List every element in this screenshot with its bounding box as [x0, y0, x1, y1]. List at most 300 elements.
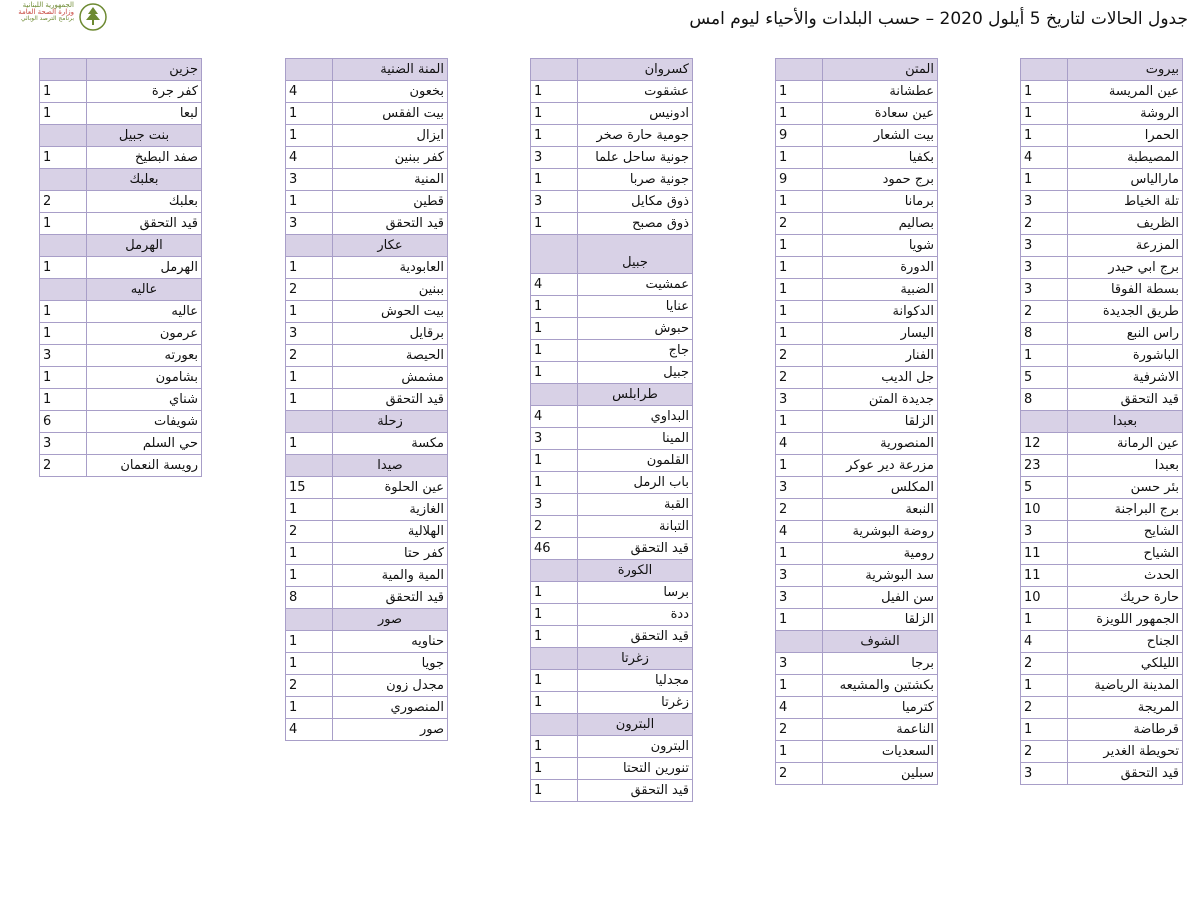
case-count-cell: 1 — [531, 472, 578, 494]
locality-name-cell: كفر جرة — [87, 81, 202, 103]
case-count-cell: 4 — [776, 697, 823, 719]
table-row — [286, 477, 448, 499]
table-row — [286, 323, 448, 345]
region-count-cell — [531, 384, 578, 406]
region-count-cell — [776, 631, 823, 653]
table-row — [40, 323, 202, 345]
case-count-cell: 6 — [40, 411, 87, 433]
case-count-cell: 2 — [40, 191, 87, 213]
case-count-cell: 1 — [286, 433, 333, 455]
locality-name-cell: الجمهور اللويزة — [1068, 609, 1183, 631]
page-title: جدول الحالات لتاريخ 5 أيلول 2020 – حسب البلدات والأحياء ليوم امس — [689, 9, 1188, 29]
case-count-cell: 1 — [531, 692, 578, 714]
locality-name-cell: مكسة — [333, 433, 448, 455]
table-row — [531, 147, 693, 169]
case-count-cell: 4 — [776, 521, 823, 543]
case-count-cell: 3 — [776, 587, 823, 609]
table-row — [286, 565, 448, 587]
table-row — [531, 472, 693, 494]
region-header-row — [776, 59, 938, 81]
locality-name-cell: قطين — [333, 191, 448, 213]
locality-name-cell: برسا — [578, 582, 693, 604]
region-header-row — [286, 455, 448, 477]
locality-name-cell: بيت الشعار — [823, 125, 938, 147]
region-count-cell — [531, 560, 578, 582]
region-name-cell: بنت جبيل — [87, 125, 202, 147]
table-row — [1021, 81, 1183, 103]
locality-name-cell: جونية صربا — [578, 169, 693, 191]
table-row — [1021, 697, 1183, 719]
case-count-cell: 2 — [776, 367, 823, 389]
case-count-cell: 3 — [40, 433, 87, 455]
locality-name-cell: عين الحلوة — [333, 477, 448, 499]
case-count-cell: 4 — [1021, 147, 1068, 169]
case-count-cell: 1 — [1021, 345, 1068, 367]
locality-name-cell: ببنين — [333, 279, 448, 301]
case-count-cell: 5 — [1021, 477, 1068, 499]
case-count-cell: 3 — [286, 169, 333, 191]
table-row — [286, 345, 448, 367]
case-count-cell: 3 — [531, 147, 578, 169]
case-count-cell: 8 — [1021, 389, 1068, 411]
case-count-cell: 1 — [531, 582, 578, 604]
case-count-cell: 3 — [776, 389, 823, 411]
logo-line-ministry: وزارة الصحة العامة — [18, 8, 74, 16]
region-header-row — [40, 59, 202, 81]
table-row — [531, 758, 693, 780]
region-header-row — [40, 125, 202, 147]
table-row — [40, 301, 202, 323]
table-column-5 — [39, 58, 202, 477]
table-row — [531, 450, 693, 472]
table-row — [531, 296, 693, 318]
table-row — [1021, 631, 1183, 653]
region-count-cell — [40, 279, 87, 301]
table-row — [776, 543, 938, 565]
locality-name-cell: الدورة — [823, 257, 938, 279]
locality-name-cell: المنصوري — [333, 697, 448, 719]
table-row — [40, 433, 202, 455]
case-count-cell: 2 — [286, 675, 333, 697]
table-column-4 — [285, 58, 448, 741]
locality-name-cell: روضة البوشرية — [823, 521, 938, 543]
case-count-cell: 4 — [531, 274, 578, 296]
case-count-cell: 1 — [776, 191, 823, 213]
case-count-cell: 1 — [776, 741, 823, 763]
locality-name-cell: صور — [333, 719, 448, 741]
case-count-cell: 2 — [1021, 741, 1068, 763]
case-count-cell: 3 — [1021, 257, 1068, 279]
case-count-cell: 1 — [531, 604, 578, 626]
table-row — [776, 719, 938, 741]
locality-name-cell: الغازية — [333, 499, 448, 521]
case-count-cell: 1 — [286, 257, 333, 279]
table-row — [776, 213, 938, 235]
case-count-cell: 1 — [286, 125, 333, 147]
region-count-cell — [286, 235, 333, 257]
table-row — [776, 653, 938, 675]
table-row — [776, 763, 938, 785]
locality-name-cell: الهلالية — [333, 521, 448, 543]
locality-name-cell: حبوش — [578, 318, 693, 340]
case-count-cell: 1 — [776, 103, 823, 125]
region-name-cell: البترون — [578, 714, 693, 736]
table-row — [1021, 257, 1183, 279]
locality-name-cell: ادونيس — [578, 103, 693, 125]
case-count-cell: 1 — [40, 257, 87, 279]
locality-name-cell: مجدل زون — [333, 675, 448, 697]
table-row — [40, 411, 202, 433]
locality-name-cell: ذوق مصبح — [578, 213, 693, 235]
locality-name-cell: عمشيت — [578, 274, 693, 296]
table-row — [286, 81, 448, 103]
locality-name-cell: الزلقا — [823, 411, 938, 433]
region-header-row — [286, 411, 448, 433]
table-row — [1021, 235, 1183, 257]
region-name-cell: جزين — [87, 59, 202, 81]
table-row — [40, 455, 202, 477]
region-header-row — [531, 384, 693, 406]
table-row — [286, 279, 448, 301]
locality-name-cell: العابودية — [333, 257, 448, 279]
case-count-cell: 4 — [531, 406, 578, 428]
locality-name-cell: كترميا — [823, 697, 938, 719]
locality-name-cell: المصيطبة — [1068, 147, 1183, 169]
locality-name-cell: بيت الحوش — [333, 301, 448, 323]
locality-name-cell: برمانا — [823, 191, 938, 213]
region-name-cell: الكورة — [578, 560, 693, 582]
locality-name-cell: الضبية — [823, 279, 938, 301]
case-count-cell: 1 — [776, 257, 823, 279]
locality-name-cell: جونية ساحل علما — [578, 147, 693, 169]
case-count-cell: 1 — [776, 235, 823, 257]
case-count-cell: 46 — [531, 538, 578, 560]
locality-name-cell: الباشورة — [1068, 345, 1183, 367]
locality-name-cell: كفر حتا — [333, 543, 448, 565]
table-row — [1021, 499, 1183, 521]
locality-name-cell: برج البراجنة — [1068, 499, 1183, 521]
region-header-row — [286, 59, 448, 81]
locality-name-cell: المريجة — [1068, 697, 1183, 719]
logo-text — [8, 2, 74, 22]
locality-name-cell: حي السلم — [87, 433, 202, 455]
case-count-cell: 2 — [1021, 653, 1068, 675]
table-row — [531, 670, 693, 692]
case-count-cell: 1 — [40, 367, 87, 389]
table-row — [531, 626, 693, 648]
locality-name-cell: قيد التحقق — [578, 780, 693, 802]
case-count-cell: 8 — [286, 587, 333, 609]
table-row — [531, 582, 693, 604]
case-count-cell: 1 — [531, 103, 578, 125]
case-count-cell: 1 — [531, 450, 578, 472]
case-count-cell: 1 — [286, 499, 333, 521]
locality-name-cell: بكفيا — [823, 147, 938, 169]
region-name-cell: بعلبك — [87, 169, 202, 191]
table-row — [776, 455, 938, 477]
table-row — [776, 565, 938, 587]
case-count-cell: 23 — [1021, 455, 1068, 477]
table-row — [1021, 213, 1183, 235]
table-row — [1021, 103, 1183, 125]
locality-name-cell: الهرمل — [87, 257, 202, 279]
region-name-cell: زغرتا — [578, 648, 693, 670]
table-row — [1021, 455, 1183, 477]
case-count-cell: 1 — [1021, 125, 1068, 147]
case-count-cell: 4 — [286, 719, 333, 741]
case-count-cell: 1 — [531, 362, 578, 384]
case-count-cell: 1 — [531, 213, 578, 235]
table-row — [776, 521, 938, 543]
case-count-cell: 15 — [286, 477, 333, 499]
table-row — [776, 235, 938, 257]
locality-name-cell: شويفات — [87, 411, 202, 433]
table-row — [286, 367, 448, 389]
table-row — [1021, 521, 1183, 543]
region-count-cell — [531, 714, 578, 736]
case-count-cell: 3 — [1021, 235, 1068, 257]
table-row — [1021, 719, 1183, 741]
region-name-cell: زحلة — [333, 411, 448, 433]
case-count-cell: 5 — [1021, 367, 1068, 389]
locality-name-cell: مجدليا — [578, 670, 693, 692]
table-row — [40, 367, 202, 389]
locality-name-cell: ايزال — [333, 125, 448, 147]
locality-name-cell: جل الديب — [823, 367, 938, 389]
locality-name-cell: لبعا — [87, 103, 202, 125]
case-count-cell: 2 — [776, 213, 823, 235]
case-count-cell: 1 — [531, 780, 578, 802]
table-row — [776, 411, 938, 433]
table-row — [531, 169, 693, 191]
locality-name-cell: الدكوانة — [823, 301, 938, 323]
table-row — [286, 521, 448, 543]
table-row — [40, 257, 202, 279]
region-name-cell: كسروان — [578, 59, 693, 81]
case-count-cell: 1 — [40, 103, 87, 125]
table-row — [286, 499, 448, 521]
table-row — [531, 406, 693, 428]
table-row — [776, 323, 938, 345]
locality-name-cell: قيد التحقق — [87, 213, 202, 235]
region-name-cell: جبيل — [578, 235, 693, 274]
table-row — [776, 477, 938, 499]
table-row — [776, 191, 938, 213]
table-row — [286, 169, 448, 191]
case-count-cell: 3 — [1021, 279, 1068, 301]
locality-name-cell: جومية حارة صخر — [578, 125, 693, 147]
table-row — [286, 653, 448, 675]
locality-name-cell: بعلبك — [87, 191, 202, 213]
table-row — [776, 301, 938, 323]
table-row — [286, 587, 448, 609]
case-count-cell: 2 — [40, 455, 87, 477]
cedar-emblem-icon — [78, 2, 108, 32]
case-count-cell: 9 — [776, 125, 823, 147]
locality-name-cell: عاليه — [87, 301, 202, 323]
table-row — [531, 736, 693, 758]
locality-name-cell: طريق الجديدة — [1068, 301, 1183, 323]
region-count-cell — [40, 235, 87, 257]
locality-name-cell: شناي — [87, 389, 202, 411]
locality-name-cell: حارة حريك — [1068, 587, 1183, 609]
case-count-cell: 2 — [776, 345, 823, 367]
table-row — [1021, 587, 1183, 609]
table-row — [1021, 741, 1183, 763]
locality-name-cell: بسطة الفوقا — [1068, 279, 1183, 301]
table-row — [1021, 433, 1183, 455]
table-row — [531, 274, 693, 296]
table-row — [40, 191, 202, 213]
table-row — [1021, 301, 1183, 323]
locality-name-cell: الشياح — [1068, 543, 1183, 565]
table-row — [1021, 675, 1183, 697]
locality-name-cell: الحمرا — [1068, 125, 1183, 147]
case-count-cell: 1 — [40, 301, 87, 323]
case-count-cell: 1 — [286, 653, 333, 675]
region-count-cell — [531, 59, 578, 81]
region-count-cell — [40, 59, 87, 81]
case-count-cell: 1 — [286, 697, 333, 719]
case-count-cell: 12 — [1021, 433, 1068, 455]
locality-name-cell: جديدة المتن — [823, 389, 938, 411]
region-header-row — [531, 560, 693, 582]
case-count-cell: 1 — [1021, 169, 1068, 191]
locality-name-cell: مارالياس — [1068, 169, 1183, 191]
table-row — [286, 191, 448, 213]
table-row — [776, 609, 938, 631]
locality-name-cell: رومية — [823, 543, 938, 565]
locality-name-cell: المينا — [578, 428, 693, 450]
case-count-cell: 1 — [776, 323, 823, 345]
case-count-cell: 4 — [286, 147, 333, 169]
case-count-cell: 3 — [531, 191, 578, 213]
locality-name-cell: بخعون — [333, 81, 448, 103]
region-name-cell: صيدا — [333, 455, 448, 477]
table-row — [286, 675, 448, 697]
locality-name-cell: البداوي — [578, 406, 693, 428]
case-count-cell: 3 — [776, 565, 823, 587]
case-count-cell: 3 — [1021, 191, 1068, 213]
region-header-row — [1021, 411, 1183, 433]
locality-name-cell: بكشتين والمشيعه — [823, 675, 938, 697]
table-row — [1021, 763, 1183, 785]
table-row — [531, 516, 693, 538]
table-row — [531, 428, 693, 450]
locality-name-cell: تلة الخياط — [1068, 191, 1183, 213]
locality-name-cell: اليسار — [823, 323, 938, 345]
locality-name-cell: الشايح — [1068, 521, 1183, 543]
locality-name-cell: تنورين التحتا — [578, 758, 693, 780]
table-row — [776, 367, 938, 389]
table-row — [1021, 389, 1183, 411]
table-row — [1021, 169, 1183, 191]
case-count-cell: 3 — [286, 213, 333, 235]
locality-name-cell: الجناح — [1068, 631, 1183, 653]
region-header-row — [286, 235, 448, 257]
table-row — [40, 389, 202, 411]
locality-name-cell: المية والمية — [333, 565, 448, 587]
locality-name-cell: التبانة — [578, 516, 693, 538]
locality-name-cell: بيت الفقس — [333, 103, 448, 125]
table-row — [776, 169, 938, 191]
table-row — [776, 125, 938, 147]
locality-name-cell: قرطاضة — [1068, 719, 1183, 741]
locality-name-cell: الفنار — [823, 345, 938, 367]
case-count-cell: 1 — [286, 103, 333, 125]
region-count-cell — [531, 235, 578, 274]
table-row — [286, 433, 448, 455]
table-row — [531, 191, 693, 213]
case-count-cell: 2 — [1021, 697, 1068, 719]
ministry-logo — [8, 2, 108, 32]
table-row — [40, 103, 202, 125]
region-count-cell — [286, 609, 333, 631]
locality-name-cell: المكلس — [823, 477, 938, 499]
locality-name-cell: برقايل — [333, 323, 448, 345]
case-count-cell: 1 — [531, 318, 578, 340]
region-header-row — [531, 648, 693, 670]
case-count-cell: 4 — [776, 433, 823, 455]
locality-name-cell: زغرتا — [578, 692, 693, 714]
table-row — [776, 147, 938, 169]
table-row — [1021, 191, 1183, 213]
locality-name-cell: المزرعة — [1068, 235, 1183, 257]
locality-name-cell: ذوق مكايل — [578, 191, 693, 213]
region-name-cell: صور — [333, 609, 448, 631]
locality-name-cell: ددة — [578, 604, 693, 626]
table-row — [531, 780, 693, 802]
locality-name-cell: رويسة النعمان — [87, 455, 202, 477]
locality-name-cell: الحدث — [1068, 565, 1183, 587]
table-row — [531, 604, 693, 626]
case-count-cell: 1 — [40, 323, 87, 345]
table-row — [531, 125, 693, 147]
table-row — [286, 103, 448, 125]
locality-name-cell: عين الرمانة — [1068, 433, 1183, 455]
table-row — [776, 257, 938, 279]
locality-name-cell: برج حمود — [823, 169, 938, 191]
case-count-cell: 1 — [776, 609, 823, 631]
table-row — [286, 719, 448, 741]
case-count-cell: 1 — [40, 389, 87, 411]
case-count-cell: 3 — [776, 653, 823, 675]
table-row — [286, 125, 448, 147]
table-row — [1021, 477, 1183, 499]
locality-name-cell: قيد التحقق — [578, 538, 693, 560]
table-row — [776, 499, 938, 521]
case-count-cell: 3 — [40, 345, 87, 367]
case-count-cell: 4 — [286, 81, 333, 103]
table-row — [531, 494, 693, 516]
region-name-cell: المتن — [823, 59, 938, 81]
case-count-cell: 3 — [1021, 763, 1068, 785]
case-count-cell: 1 — [286, 191, 333, 213]
locality-name-cell: عشقوت — [578, 81, 693, 103]
case-count-cell: 1 — [286, 389, 333, 411]
case-count-cell: 1 — [1021, 81, 1068, 103]
table-row — [286, 301, 448, 323]
table-row — [286, 631, 448, 653]
locality-name-cell: جويا — [333, 653, 448, 675]
table-row — [40, 213, 202, 235]
table-column-3 — [530, 58, 693, 802]
case-count-cell: 1 — [286, 565, 333, 587]
logo-line-program: برنامج الترصد الوبائي — [20, 15, 74, 22]
case-count-cell: 1 — [776, 411, 823, 433]
locality-name-cell: جاج — [578, 340, 693, 362]
case-count-cell: 2 — [286, 345, 333, 367]
